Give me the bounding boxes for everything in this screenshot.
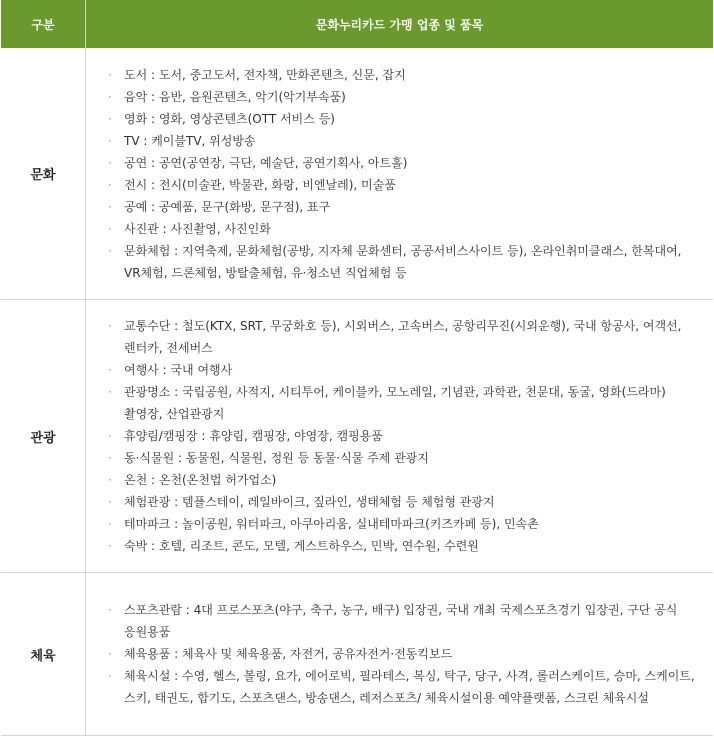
list-item: · 영화 : 영화, 영상콘텐츠(OTT 서비스 등) xyxy=(108,111,335,126)
list-item: · 관광명소 : 국립공원, 사적지, 시티투어, 케이블카, 모노레일, 기념관, 과학관, 천문대, 동굴, 영화(드라마) 촬영장, 산업관광지 xyxy=(108,385,666,421)
header-items: 문화누리카드 가맹 업종 및 품목 xyxy=(86,0,714,48)
list-item: · 숙박 : 호텔, 리조트, 콘도, 모텔, 게스트하우스, 민박, 연수원, 수련원 xyxy=(108,539,479,553)
item-list-sports xyxy=(108,599,695,709)
card-merchant-table xyxy=(1,0,713,736)
list-item: · 스포츠관람 : 4대 프로스포츠(야구, 축구, 농구, 배구) 입장권, 국내 개최 국제스포츠경기 입장권, 구단 공식 응원용품 xyxy=(108,603,678,639)
list-item: · 공연 : 공연(공연장, 극단, 예술단, 공연기획사, 아트홀) xyxy=(108,155,408,170)
category-sports: 체육 xyxy=(1,573,86,736)
item-list-culture xyxy=(108,64,695,284)
list-item: · 여행사 : 국내 여행사 xyxy=(108,363,233,377)
list-item: · 전시 : 전시(미술관, 박물관, 화랑, 비엔날레), 미술품 xyxy=(108,177,396,192)
list-item: · 테마파크 : 놀이공원, 워터파크, 아쿠아리움, 실내테마파크(키즈카페 등), 민속촌 xyxy=(108,517,539,531)
list-item: · 온천 : 온천(온천법 허가업소) xyxy=(108,473,277,487)
table-row-culture xyxy=(1,48,713,300)
list-item: · 도서 : 도서, 중고도서, 전자책, 만화콘텐츠, 신문, 잡지 xyxy=(108,67,406,82)
list-item: · 음악 : 음반, 음원콘텐츠, 악기(악기부속품) xyxy=(108,89,346,104)
category-culture: 문화 xyxy=(1,48,86,300)
list-item: · 교통수단 : 철도(KTX, SRT, 무궁화호 등), 시외버스, 고속버스, 공항리무진(시외운행), 국내 항공사, 여객선, 렌터카, 전세버스 xyxy=(108,319,682,355)
list-item: · TV : 케이블TV, 위성방송 xyxy=(108,133,256,148)
list-item: · 동·식물원 : 동물원, 식물원, 정원 등 동물·식물 주제 관광지 xyxy=(108,451,429,465)
list-item: · 사진관 : 사진촬영, 사진인화 xyxy=(108,221,271,236)
list-item: · 체육시설 : 수영, 헬스, 볼링, 요가, 에어로빅, 필라테스, 복싱, 탁구, 당구, 사격, 롤러스케이트, 승마, 스케이트, 스키, 태권도, 합기도, 스포츠댄스, 방송댄스, 레저스포츠/ 체육시설이용 예약플랫폼, 스크린 체육시설 xyxy=(108,669,695,705)
table-row-tourism xyxy=(1,300,713,573)
list-item: · 문화체험 : 지역축제, 문화체험(공방, 지자체 문화센터, 공공서비스사이트 등), 온라인취미클래스, 한복대여, VR체험, 드론체험, 방탈출체험, 유·청소년 직업체험 등 xyxy=(108,243,682,280)
header-category: 구분 xyxy=(1,0,86,48)
category-tourism: 관광 xyxy=(1,300,86,573)
list-item: · 휴양림/캠핑장 : 휴양림, 캠핑장, 야영장, 캠핑용품 xyxy=(108,429,383,443)
list-item: · 체험관광 : 템플스테이, 레일바이크, 짚라인, 생태체험 등 체험형 관광지 xyxy=(108,495,495,509)
table-row-sports xyxy=(1,573,713,736)
table-header-row xyxy=(1,0,713,48)
item-list-tourism xyxy=(108,315,695,557)
list-item: · 공예 : 공예품, 문구(화방, 문구점), 표구 xyxy=(108,199,331,214)
list-item: · 체육용품 : 체육사 및 체육용품, 자전거, 공유자전거·전동킥보드 xyxy=(108,647,453,661)
